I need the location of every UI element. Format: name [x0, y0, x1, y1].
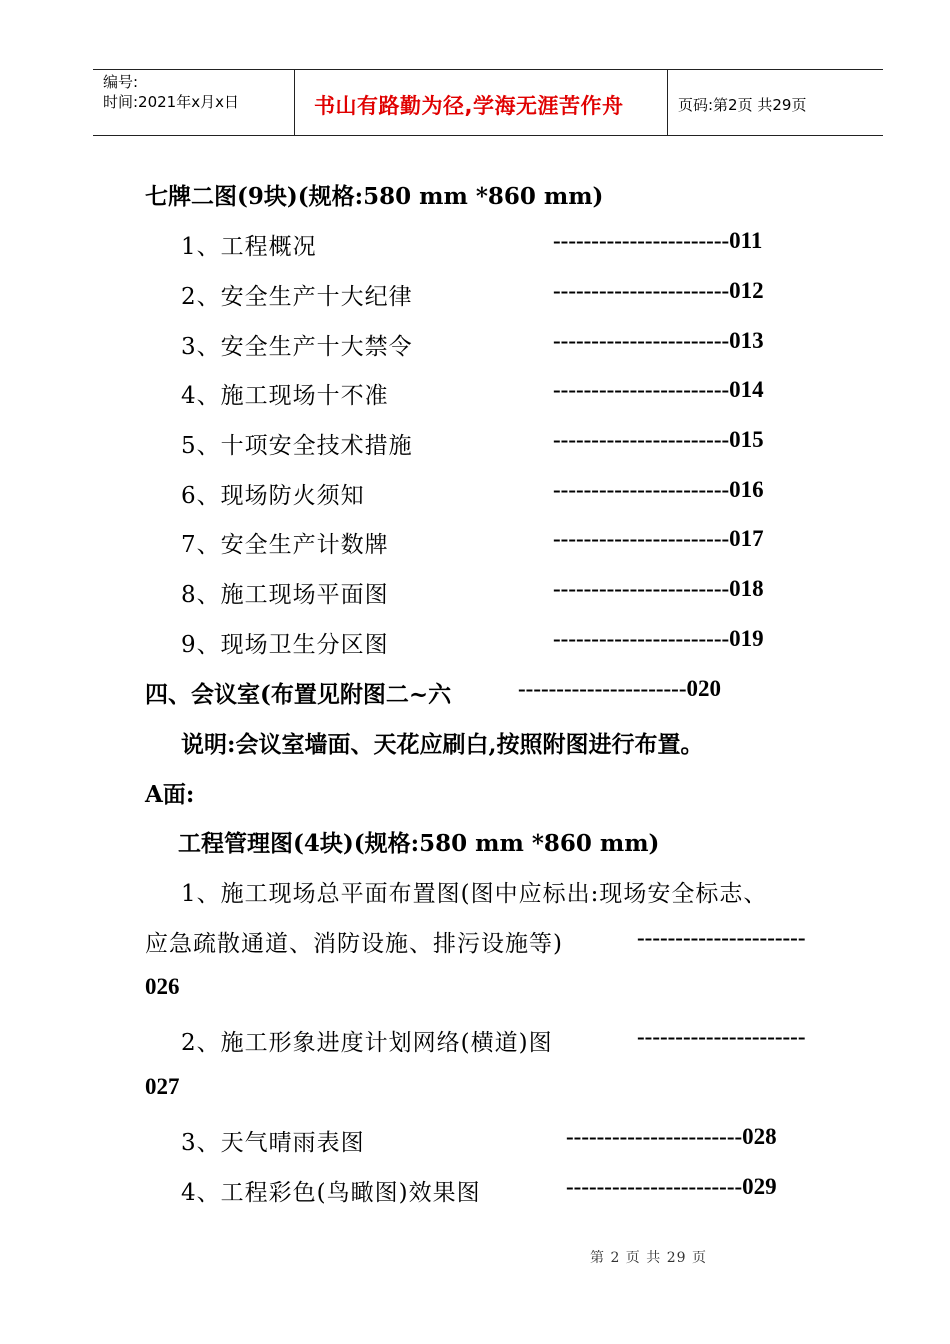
item1-line2: 应急疏散通道、消防设施、排污设施等) [145, 931, 563, 957]
list-item-label: 3、安全生产十大禁令 [181, 334, 413, 360]
item2-leader: ---------------------- [637, 1024, 806, 1049]
list-item-ref: -----------------------012 [553, 278, 764, 303]
header-time-label: 时间:2021年x月x日 [103, 93, 239, 111]
header-bottom-border [93, 135, 883, 136]
list-item-ref: -----------------------011 [553, 228, 763, 253]
item3-label: 3、天气晴雨表图 [181, 1130, 365, 1156]
face-a-label: A面: [145, 781, 195, 808]
list-item-label: 6、现场防火须知 [181, 483, 365, 509]
item2-line1: 2、施工形象进度计划网络(横道)图 [181, 1030, 553, 1056]
item1-line1: 1、施工现场总平面布置图(图中应标出:现场安全标志、 [181, 881, 768, 907]
page-footer: 第 2 页 共 29 页 [590, 1250, 707, 1266]
list-item-ref: -----------------------017 [553, 526, 764, 551]
list-item-label: 9、现场卫生分区图 [181, 632, 389, 658]
item2-ref: 027 [145, 1074, 180, 1099]
list-item-ref: -----------------------019 [553, 626, 764, 651]
item1-leader: ---------------------- [637, 925, 806, 950]
list-item-ref: -----------------------016 [553, 477, 764, 502]
header-top-border [93, 69, 883, 70]
header-number-label: 编号: [103, 73, 139, 91]
list-item-label: 5、十项安全技术措施 [181, 433, 413, 459]
list-item-ref: -----------------------013 [553, 328, 764, 353]
list-item-label: 7、安全生产计数牌 [181, 532, 389, 558]
item3-ref: -----------------------028 [566, 1124, 777, 1149]
list-item-ref: -----------------------015 [553, 427, 764, 452]
section-four-title: 四、会议室(布置见附图二~六 [145, 681, 452, 708]
list-item-label: 2、安全生产十大纪律 [181, 284, 413, 310]
header-page-label: 页码:第2页 共29页 [678, 96, 807, 114]
list-item-label: 1、工程概况 [181, 234, 317, 260]
list-item-label: 8、施工现场平面图 [181, 582, 389, 608]
list-item-ref: -----------------------014 [553, 377, 764, 402]
item4-ref: -----------------------029 [566, 1174, 777, 1199]
item4-label: 4、工程彩色(鸟瞰图)效果图 [181, 1180, 481, 1206]
header-divider-1 [294, 69, 295, 135]
section-seven-title: 七牌二图(9块)(规格:580 mm *860 mm) [145, 183, 604, 210]
list-item-label: 4、施工现场十不准 [181, 383, 389, 409]
list-item-ref: -----------------------018 [553, 576, 764, 601]
management-sub-title: 工程管理图(4块)(规格:580 mm *860 mm) [178, 830, 660, 857]
header-divider-2 [667, 69, 668, 135]
header-motto: 书山有路勤为径,学海无涯苦作舟 [314, 94, 624, 118]
section-four-ref: ----------------------020 [518, 676, 722, 701]
item1-ref: 026 [145, 974, 180, 999]
section-four-note: 说明:会议室墙面、天花应刷白,按照附图进行布置。 [181, 731, 704, 758]
